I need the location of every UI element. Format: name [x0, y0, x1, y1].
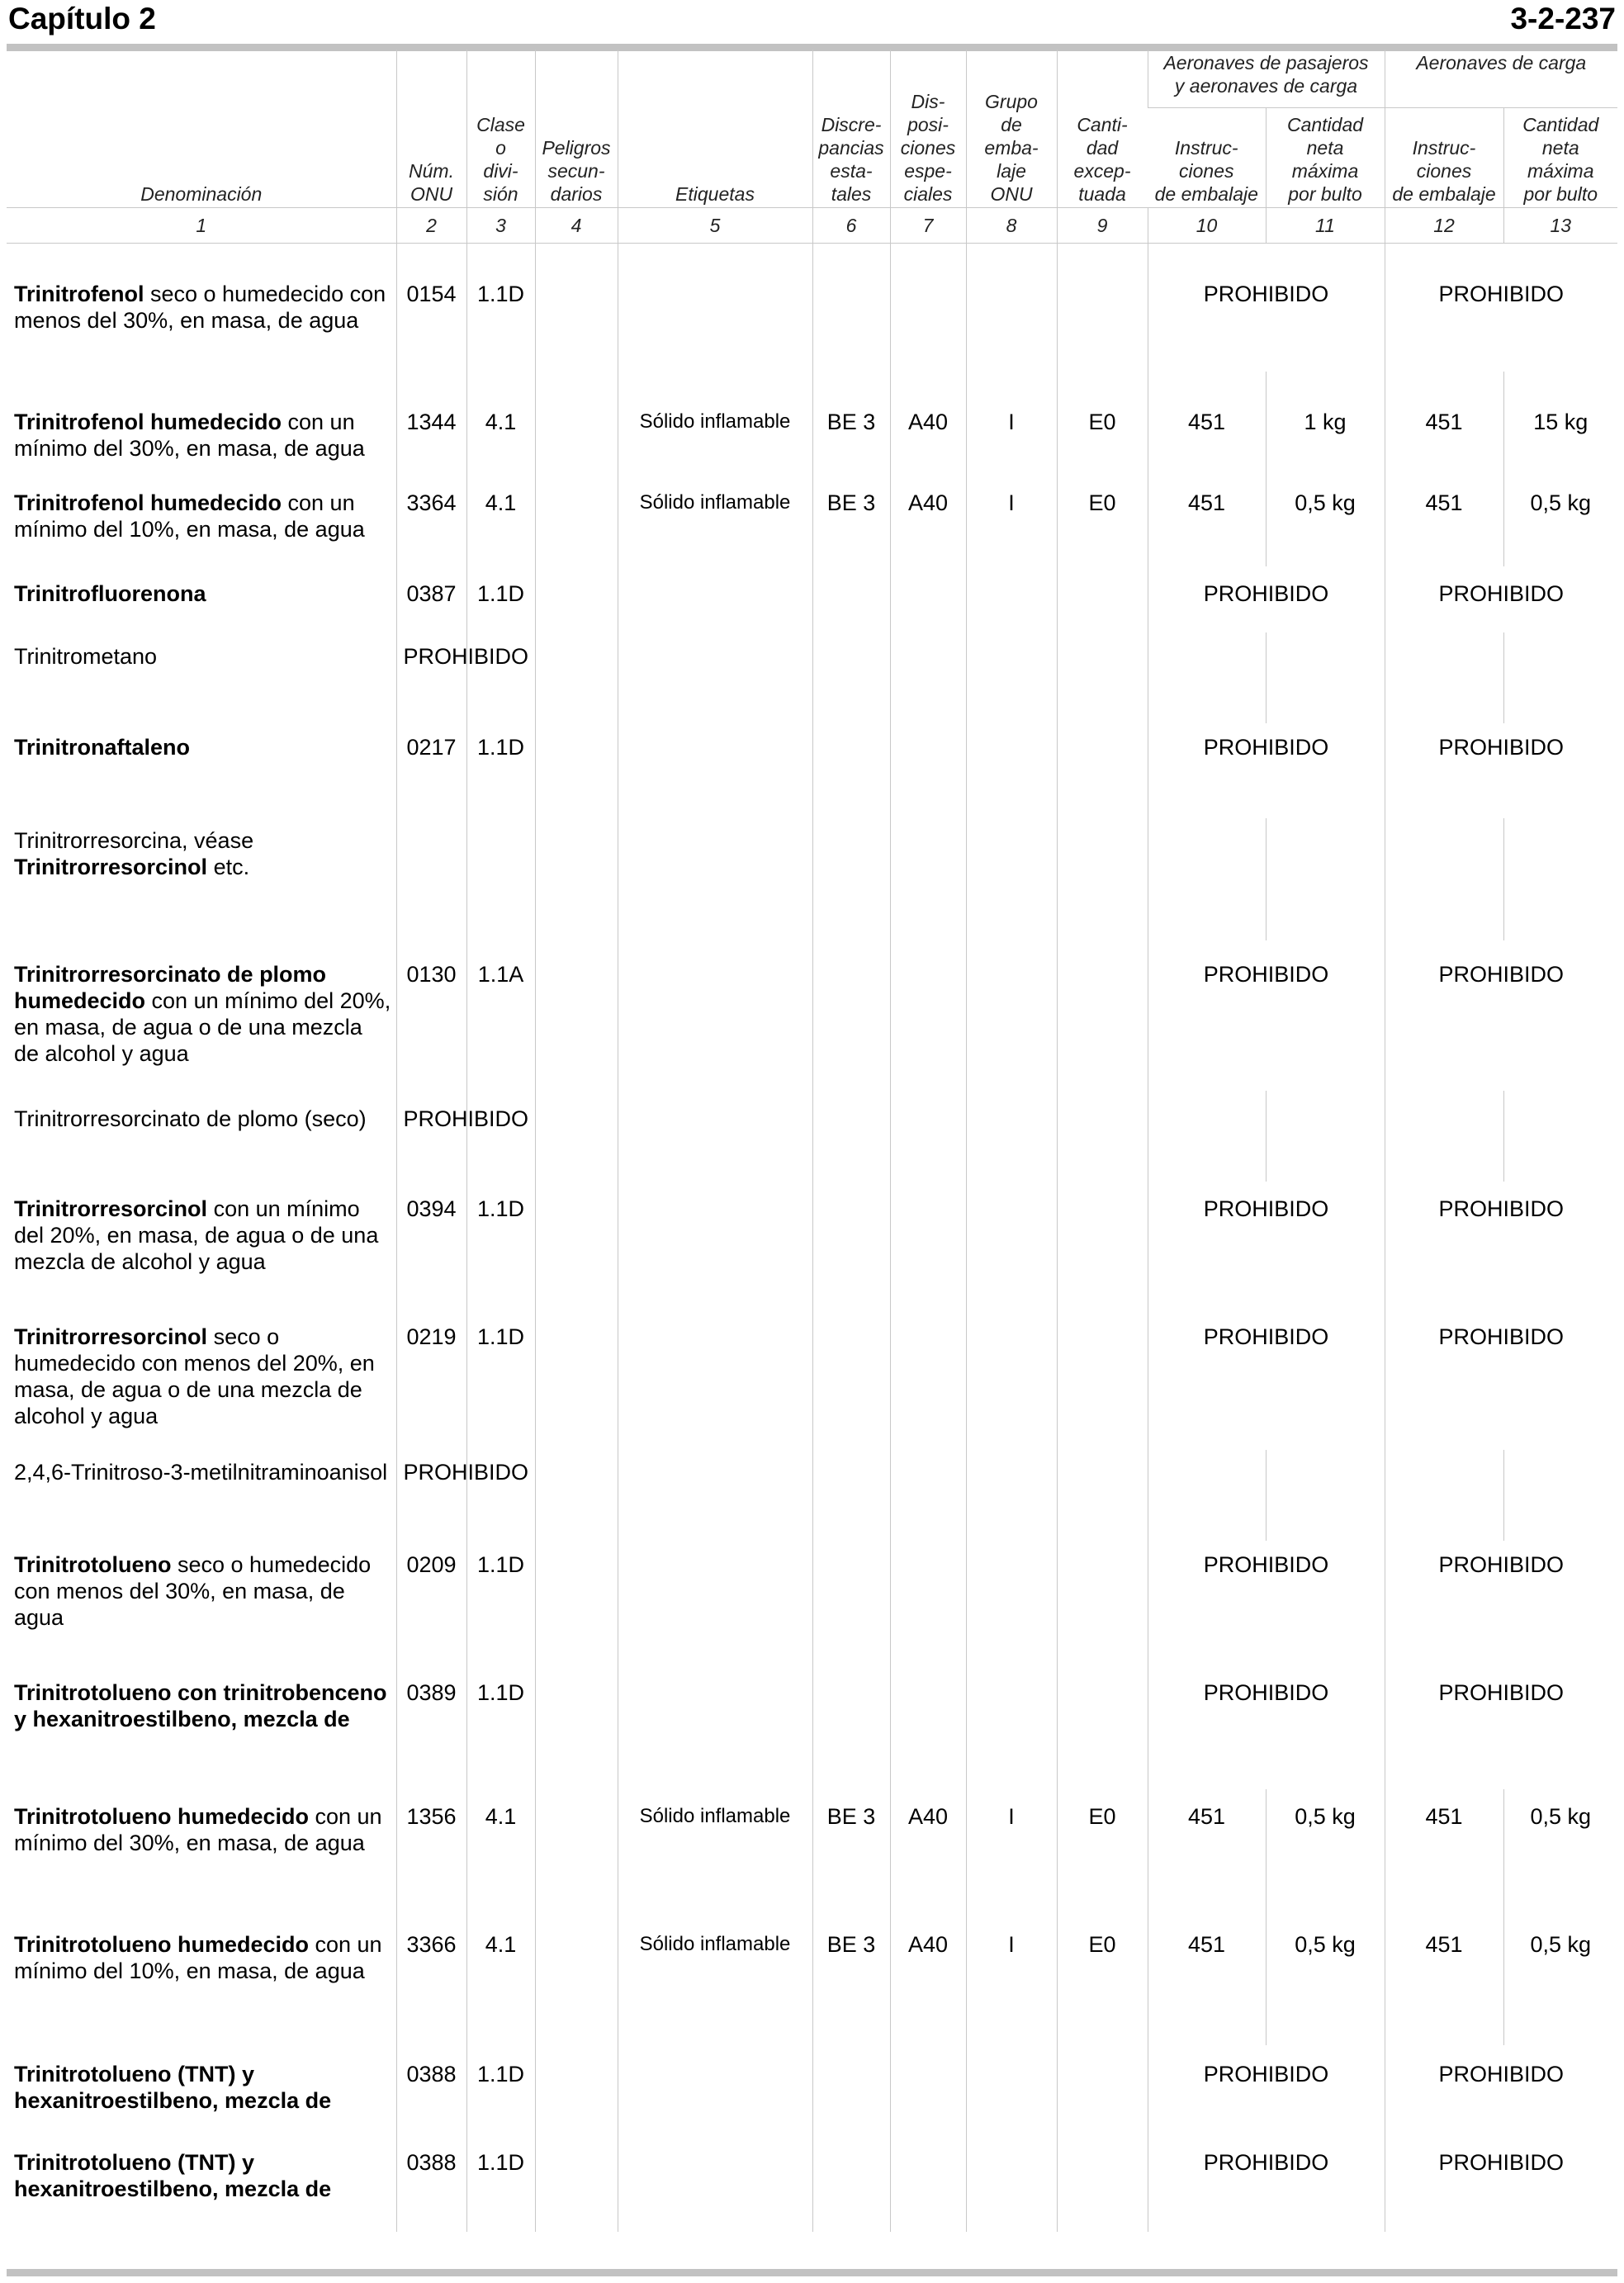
- cell-denominacion: Trinitrorresorcina, véase Trinitrorresorcinol etc.: [14, 827, 254, 879]
- cell-empty: [890, 940, 966, 1091]
- cell-denominacion: Trinitronaftaleno: [14, 734, 191, 760]
- cell-empty: [535, 1091, 618, 1182]
- chapter-title: Capítulo 2: [8, 2, 156, 36]
- col-group-pasajeros: Aeronaves de pasajeros y aeronaves de carga: [1148, 50, 1385, 108]
- prohibido-text: PROHIBIDO: [1203, 1551, 1329, 1577]
- cell-num-onu: 1356: [396, 1789, 466, 1917]
- cell-cao-prohibido: [1385, 1669, 1617, 1789]
- col-head-grupo: Grupo de emba- laje ONU: [966, 50, 1057, 208]
- cell-empty: [966, 1091, 1057, 1182]
- cell-cao-prohibido: [1385, 244, 1617, 372]
- cell-empty: [1266, 1450, 1385, 1541]
- cell-clase: 1.1D: [466, 244, 535, 372]
- cell-disposiciones: A40: [890, 1789, 966, 1917]
- cell-cao-cantidad: 0,5 kg: [1503, 1917, 1617, 2045]
- cell-empty: [1148, 1091, 1266, 1182]
- cell-clase: 4.1: [466, 1917, 535, 2045]
- cell-empty: [618, 1310, 812, 1450]
- cell-empty: [466, 1091, 535, 1182]
- cell-empty: [1503, 1450, 1617, 1541]
- cell-empty: [812, 1669, 890, 1789]
- cell-num-onu: 0394: [396, 1182, 466, 1310]
- cell-clase: 1.1D: [466, 723, 535, 818]
- cell-peligros: [535, 2045, 618, 2139]
- col-head-etiquetas: Etiquetas: [618, 50, 812, 208]
- cell-empty: [966, 566, 1057, 632]
- col-number: 8: [966, 208, 1057, 244]
- cell-empty: [618, 1091, 812, 1182]
- cell-pax-cantidad: 0,5 kg: [1266, 1917, 1385, 2045]
- cell-cao-instrucciones: 451: [1385, 1789, 1503, 1917]
- cell-clase: 1.1D: [466, 1541, 535, 1669]
- cell-empty: [966, 940, 1057, 1091]
- cell-empty: [1057, 818, 1148, 940]
- col-head-num-onu: Núm. ONU: [396, 50, 466, 208]
- col-number: 6: [812, 208, 890, 244]
- cell-empty: [618, 1541, 812, 1669]
- cell-pax-prohibido: [1148, 2139, 1385, 2232]
- cell-empty: [966, 1182, 1057, 1310]
- cell-empty: [890, 818, 966, 940]
- col-head-cao-cantidad: Cantidad neta máxima por bulto: [1503, 108, 1617, 208]
- cell-empty: [966, 818, 1057, 940]
- col-head-pax-cantidad: Cantidad neta máxima por bulto: [1266, 108, 1385, 208]
- cell-pax-prohibido: [1148, 940, 1385, 1091]
- bottom-rule: [7, 2269, 1617, 2276]
- cell-num-onu: 3364: [396, 469, 466, 566]
- cell-empty: [1057, 1541, 1148, 1669]
- cell-denominacion: Trinitrorresorcinato de plomo humedecido con un mínimo del 20%, en masa, de agua o de una mezcla de alcohol y agua: [14, 961, 391, 1066]
- cell-denominacion: 2,4,6-Trinitroso-3-metilnitraminoanisol: [14, 1459, 388, 1485]
- table-row: [7, 632, 1617, 723]
- cell-pax-instrucciones: 451: [1148, 1789, 1266, 1917]
- cell-etiqueta: Sólido inflamable: [618, 1789, 812, 1917]
- cell-num-onu: [396, 632, 529, 723]
- cell-clase: 1.1D: [466, 2045, 535, 2139]
- col-head-disposiciones: Dis- posi- ciones espe- ciales: [890, 50, 966, 208]
- col-number: 9: [1057, 208, 1148, 244]
- cell-empty: [890, 566, 966, 632]
- table-row: [7, 940, 1617, 1091]
- cell-clase: 1.1A: [466, 940, 535, 1091]
- cell-pax-instrucciones: 451: [1148, 1917, 1266, 2045]
- cell-num-onu: [396, 1091, 529, 1182]
- cell-discrepancias: BE 3: [812, 1789, 890, 1917]
- cell-empty: [1057, 1091, 1148, 1182]
- cell-empty: [1057, 244, 1148, 372]
- table-row: [7, 2139, 1617, 2232]
- col-number: 4: [535, 208, 618, 244]
- cell-empty: [812, 1310, 890, 1450]
- cell-pax-prohibido: [1148, 244, 1385, 372]
- cell-etiqueta: Sólido inflamable: [618, 372, 812, 469]
- cell-empty: [618, 2139, 812, 2232]
- cell-peligros: [535, 1310, 618, 1450]
- cell-denominacion: Trinitrotolueno (TNT) y hexanitroestilbeno, mezcla de: [14, 2061, 332, 2113]
- cell-cao-instrucciones: 451: [1385, 1917, 1503, 2045]
- cell-empty: [1503, 632, 1617, 723]
- cell-empty: [1385, 818, 1503, 940]
- table-row: [7, 1669, 1617, 1789]
- cell-empty: [618, 723, 812, 818]
- cell-empty: [1385, 1091, 1503, 1182]
- cell-empty: [618, 566, 812, 632]
- prohibido-text: PROHIBIDO: [1203, 961, 1329, 987]
- cell-pax-cantidad: 1 kg: [1266, 372, 1385, 469]
- cell-empty: [618, 1450, 812, 1541]
- cell-empty: [890, 723, 966, 818]
- col-number: 12: [1385, 208, 1503, 244]
- cell-empty: [618, 1669, 812, 1789]
- cell-num-onu: [396, 1450, 529, 1541]
- cell-cao-prohibido: [1385, 723, 1617, 818]
- cell-denominacion: Trinitrofenol humedecido con un mínimo del 30%, en masa, de agua: [14, 409, 365, 461]
- cell-empty: [1385, 1450, 1503, 1541]
- cell-empty: [1503, 1091, 1617, 1182]
- cell-cao-cantidad: 0,5 kg: [1503, 469, 1617, 566]
- cell-cantidad-exceptuada: E0: [1057, 372, 1148, 469]
- cell-grupo: I: [966, 469, 1057, 566]
- page-number: 3-2-237: [1510, 2, 1616, 36]
- table-row: [7, 818, 1617, 940]
- cell-num-onu: 0130: [396, 940, 466, 1091]
- cell-empty: [966, 244, 1057, 372]
- cell-empty: [812, 2045, 890, 2139]
- col-head-peligros: Peligros secun- darios: [535, 50, 618, 208]
- cell-pax-prohibido: [1148, 1182, 1385, 1310]
- cell-empty: [1385, 632, 1503, 723]
- prohibido-text: PROHIBIDO: [1203, 1196, 1329, 1221]
- cell-empty: [812, 723, 890, 818]
- cell-pax-prohibido: [1148, 1669, 1385, 1789]
- cell-peligros: [535, 1917, 618, 2045]
- cell-etiqueta: Sólido inflamable: [618, 469, 812, 566]
- table-row: [7, 244, 1617, 372]
- prohibido-text: PROHIBIDO: [1203, 580, 1329, 606]
- cell-num-onu: 0388: [396, 2045, 466, 2139]
- cell-grupo: I: [966, 1789, 1057, 1917]
- cell-empty: [966, 1310, 1057, 1450]
- cell-empty: [1057, 566, 1148, 632]
- prohibido-text: PROHIBIDO: [1438, 734, 1565, 760]
- cell-clase: 4.1: [466, 372, 535, 469]
- cell-empty: [966, 632, 1057, 723]
- cell-pax-cantidad: 0,5 kg: [1266, 1789, 1385, 1917]
- cell-cao-cantidad: 15 kg: [1503, 372, 1617, 469]
- cell-peligros: [535, 244, 618, 372]
- cell-denominacion: Trinitrotolueno seco o humedecido con menos del 30%, en masa, de agua: [14, 1551, 372, 1630]
- cell-num-onu: 0219: [396, 1310, 466, 1450]
- col-number: 2: [396, 208, 466, 244]
- col-number: 13: [1503, 208, 1617, 244]
- col-number: 1: [7, 208, 396, 244]
- col-number: 7: [890, 208, 966, 244]
- prohibido-text: PROHIBIDO: [1438, 1679, 1565, 1705]
- cell-cao-prohibido: [1385, 1541, 1617, 1669]
- cell-pax-instrucciones: 451: [1148, 372, 1266, 469]
- col-head-cantidad-exceptuada: Canti- dad excep- tuada: [1057, 50, 1148, 208]
- cell-peligros: [535, 566, 618, 632]
- col-head-discrepancias: Discre- pancias esta- tales: [812, 50, 890, 208]
- cell-cao-prohibido: [1385, 566, 1617, 632]
- col-number: 11: [1266, 208, 1385, 244]
- cell-denominacion: Trinitrotolueno humedecido con un mínimo del 10%, en masa, de agua: [14, 1931, 382, 1983]
- prohibido-text: PROHIBIDO: [1438, 1551, 1565, 1577]
- prohibido-text: PROHIBIDO: [1203, 282, 1329, 306]
- cell-cao-instrucciones: 451: [1385, 372, 1503, 469]
- prohibido-text: PROHIBIDO: [1203, 2149, 1329, 2175]
- cell-clase: 1.1D: [466, 1310, 535, 1450]
- cell-empty: [966, 1541, 1057, 1669]
- cell-pax-instrucciones: 451: [1148, 469, 1266, 566]
- cell-empty: [890, 1541, 966, 1669]
- cell-pax-cantidad: 0,5 kg: [1266, 469, 1385, 566]
- cell-discrepancias: BE 3: [812, 1917, 890, 2045]
- table-row: [7, 723, 1617, 818]
- cell-num-onu: 0388: [396, 2139, 466, 2232]
- col-number: 5: [618, 208, 812, 244]
- prohibido-text: PROHIBIDO: [1438, 282, 1565, 306]
- cell-disposiciones: A40: [890, 1917, 966, 2045]
- col-group-carga: Aeronaves de carga: [1385, 50, 1617, 108]
- cell-empty: [618, 1182, 812, 1310]
- table-row: [7, 1917, 1617, 2045]
- cell-empty: [1266, 818, 1385, 940]
- cell-peligros: [535, 723, 618, 818]
- cell-grupo: I: [966, 372, 1057, 469]
- prohibido-text: PROHIBIDO: [1438, 580, 1565, 606]
- cell-empty: [1057, 632, 1148, 723]
- cell-empty: [966, 1450, 1057, 1541]
- prohibido-text: PROHIBIDO: [403, 1459, 529, 1485]
- cell-disposiciones: A40: [890, 469, 966, 566]
- cell-pax-prohibido: [1148, 2045, 1385, 2139]
- cell-empty: [1057, 1182, 1148, 1310]
- cell-num-onu: 0154: [396, 244, 466, 372]
- table-row: [7, 1182, 1617, 1310]
- cell-empty: [966, 2045, 1057, 2139]
- cell-empty: [812, 1182, 890, 1310]
- cell-empty: [1503, 818, 1617, 940]
- cell-clase: 4.1: [466, 469, 535, 566]
- cell-empty: [1148, 818, 1266, 940]
- cell-empty: [535, 632, 618, 723]
- cell-denominacion: Trinitrometano: [14, 643, 158, 669]
- col-number: 3: [466, 208, 535, 244]
- cell-empty: [890, 632, 966, 723]
- prohibido-text: PROHIBIDO: [1438, 961, 1565, 987]
- cell-empty: [618, 2045, 812, 2139]
- cell-empty: [535, 818, 618, 940]
- cell-num-onu: 3366: [396, 1917, 466, 2045]
- cell-empty: [1057, 940, 1148, 1091]
- cell-empty: [812, 818, 890, 940]
- col-head-pax-instrucciones: Instruc- ciones de embalaje: [1154, 137, 1258, 205]
- prohibido-text: PROHIBIDO: [1203, 1679, 1329, 1705]
- table-row: [7, 566, 1617, 632]
- cell-cao-cantidad: 0,5 kg: [1503, 1789, 1617, 1917]
- cell-clase: 1.1D: [466, 1182, 535, 1310]
- cell-empty: [535, 1450, 618, 1541]
- table-body: [7, 244, 1617, 2232]
- cell-pax-prohibido: [1148, 566, 1385, 632]
- cell-cao-prohibido: [1385, 2139, 1617, 2232]
- cell-peligros: [535, 940, 618, 1091]
- prohibido-text: PROHIBIDO: [1438, 1324, 1565, 1349]
- cell-denominacion: Trinitrotolueno humedecido con un mínimo del 30%, en masa, de agua: [14, 1803, 382, 1855]
- prohibido-text: PROHIBIDO: [1438, 2061, 1565, 2086]
- col-number: 10: [1148, 208, 1266, 244]
- cell-empty: [812, 1450, 890, 1541]
- cell-grupo: I: [966, 1917, 1057, 2045]
- cell-peligros: [535, 469, 618, 566]
- cell-empty: [890, 244, 966, 372]
- cell-empty: [812, 940, 890, 1091]
- cell-empty: [890, 1450, 966, 1541]
- cell-denominacion: Trinitrotolueno (TNT) y hexanitroestilbeno, mezcla de: [14, 2149, 332, 2201]
- cell-empty: [812, 2139, 890, 2232]
- cell-cao-prohibido: [1385, 1310, 1617, 1450]
- cell-denominacion: Trinitrorresorcinol con un mínimo del 20%, en masa, de agua o de una mezcla de alcohol y agua: [14, 1196, 379, 1274]
- cell-etiqueta: Sólido inflamable: [618, 1917, 812, 2045]
- table-row: [7, 372, 1617, 469]
- cell-clase: 1.1D: [466, 2139, 535, 2232]
- cell-empty: [812, 566, 890, 632]
- cell-cao-prohibido: [1385, 940, 1617, 1091]
- cell-empty: [966, 1669, 1057, 1789]
- cell-discrepancias: BE 3: [812, 469, 890, 566]
- cell-empty: [890, 1310, 966, 1450]
- cell-empty: [812, 632, 890, 723]
- cell-empty: [618, 940, 812, 1091]
- table-row: [7, 1450, 1617, 1541]
- cell-empty: [966, 2139, 1057, 2232]
- prohibido-text: PROHIBIDO: [1203, 2061, 1329, 2086]
- cell-empty: [618, 632, 812, 723]
- col-head-cao-instrucciones: Instruc- ciones de embalaje: [1385, 108, 1503, 208]
- cell-num-onu: 0387: [396, 566, 466, 632]
- table-row: [7, 469, 1617, 566]
- cell-num-onu: 0389: [396, 1669, 466, 1789]
- cell-cantidad-exceptuada: E0: [1057, 1917, 1148, 2045]
- cell-pax-prohibido: [1148, 1541, 1385, 1669]
- cell-empty: [890, 2139, 966, 2232]
- cell-empty: [1057, 2045, 1148, 2139]
- cell-discrepancias: BE 3: [812, 372, 890, 469]
- cell-empty: [618, 244, 812, 372]
- prohibido-text: PROHIBIDO: [403, 1106, 529, 1131]
- cell-num-onu: 1344: [396, 372, 466, 469]
- cell-empty: [1057, 1669, 1148, 1789]
- cell-empty: [1057, 2139, 1148, 2232]
- cell-peligros: [535, 1789, 618, 1917]
- table-row: [7, 1789, 1617, 1917]
- cell-peligros: [535, 372, 618, 469]
- cell-empty: [1057, 1450, 1148, 1541]
- table-row: [7, 1541, 1617, 1669]
- cell-peligros: [535, 2139, 618, 2232]
- prohibido-text: PROHIBIDO: [1438, 1196, 1565, 1221]
- cell-clase: 1.1D: [466, 1669, 535, 1789]
- prohibido-text: PROHIBIDO: [403, 643, 529, 669]
- cell-disposiciones: A40: [890, 372, 966, 469]
- cell-peligros: [535, 1669, 618, 1789]
- cell-empty: [890, 1182, 966, 1310]
- cell-pax-prohibido: [1148, 1310, 1385, 1450]
- cell-denominacion: Trinitrofenol humedecido con un mínimo del 10%, en masa, de agua: [14, 490, 365, 542]
- col-head-denominacion: Denominación: [140, 183, 263, 205]
- cell-cao-prohibido: [1385, 1182, 1617, 1310]
- cell-denominacion: Trinitrorresorcinol seco o humedecido con menos del 20%, en masa, de agua o de una mezcla de alcohol y agua: [14, 1324, 375, 1428]
- prohibido-text: PROHIBIDO: [1203, 734, 1329, 760]
- cell-empty: [1266, 1091, 1385, 1182]
- prohibido-text: PROHIBIDO: [1438, 2149, 1565, 2175]
- cell-denominacion: Trinitrofluorenona: [14, 580, 206, 606]
- cell-empty: [812, 244, 890, 372]
- cell-denominacion: Trinitrotolueno con trinitrobenceno y hexanitroestilbeno, mezcla de: [14, 1679, 387, 1731]
- cell-cantidad-exceptuada: E0: [1057, 469, 1148, 566]
- table-row: [7, 2045, 1617, 2139]
- cell-pax-prohibido: [1148, 723, 1385, 818]
- prohibido-text: PROHIBIDO: [1203, 1324, 1329, 1349]
- cell-empty: [396, 818, 466, 940]
- cell-num-onu: 0217: [396, 723, 466, 818]
- cell-clase: 1.1D: [466, 566, 535, 632]
- cell-denominacion: Trinitrofenol seco o humedecido con menos del 30%, en masa, de agua: [14, 282, 386, 333]
- cell-empty: [1057, 723, 1148, 818]
- cell-empty: [618, 818, 812, 940]
- cell-empty: [890, 2045, 966, 2139]
- col-head-clase: Clase o divi- sión: [466, 50, 535, 208]
- cell-cao-prohibido: [1385, 2045, 1617, 2139]
- cell-clase: 4.1: [466, 1789, 535, 1917]
- table-row: [7, 1310, 1617, 1450]
- cell-empty: [1266, 632, 1385, 723]
- cell-empty: [966, 723, 1057, 818]
- dangerous-goods-table: [7, 50, 1617, 2232]
- cell-num-onu: 0209: [396, 1541, 466, 1669]
- cell-empty: [890, 1091, 966, 1182]
- cell-empty: [1057, 1310, 1148, 1450]
- cell-empty: [466, 818, 535, 940]
- table-row: [7, 1091, 1617, 1182]
- cell-denominacion: Trinitrorresorcinato de plomo (seco): [14, 1106, 367, 1131]
- cell-empty: [1148, 632, 1266, 723]
- cell-peligros: [535, 1541, 618, 1669]
- cell-empty: [1148, 1450, 1266, 1541]
- cell-peligros: [535, 1182, 618, 1310]
- cell-cao-instrucciones: 451: [1385, 469, 1503, 566]
- cell-empty: [812, 1541, 890, 1669]
- cell-empty: [890, 1669, 966, 1789]
- cell-empty: [812, 1091, 890, 1182]
- cell-cantidad-exceptuada: E0: [1057, 1789, 1148, 1917]
